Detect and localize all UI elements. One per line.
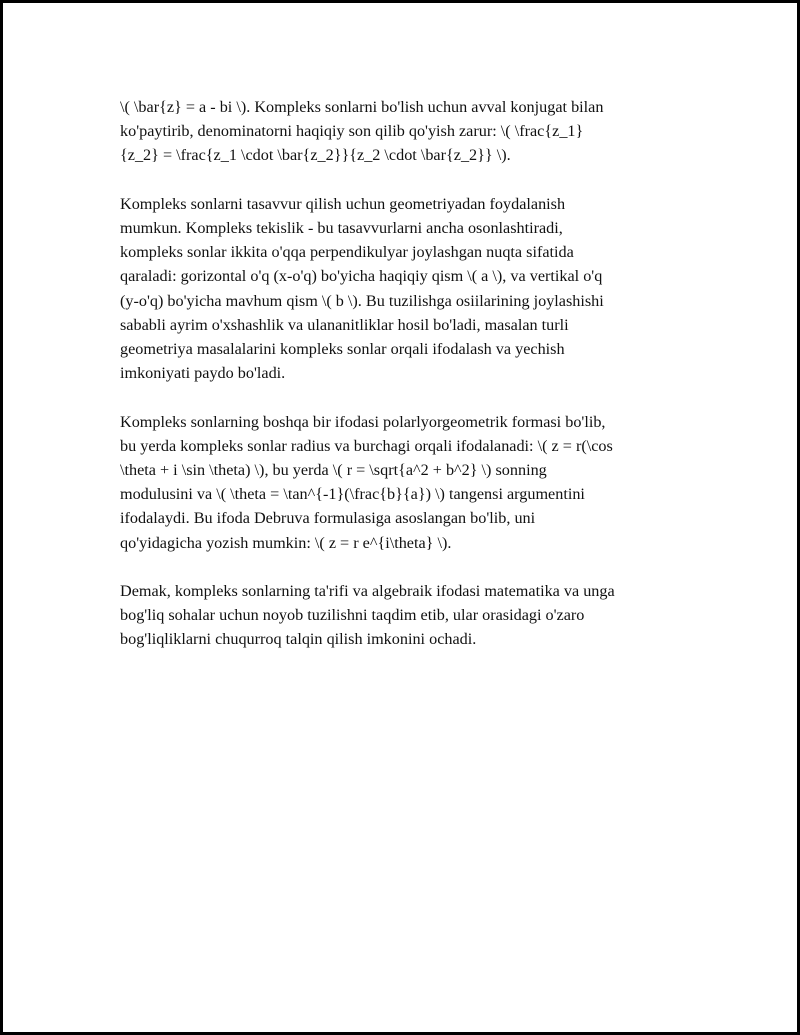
paragraph-conclusion: Demak, kompleks sonlarning ta'rifi va algebraik ifodasi matematika va unga bog'liq sohalar uchun noyob tuzilishni taqdim etib, ular orasidagi o'zaro bog'liqliklarni chuqurroq talqin qilish imkonini ochadi. <box>120 582 615 649</box>
document-body <box>120 95 700 676</box>
paragraph-complex-plane: Kompleks sonlarni tasavvur qilish uchun geometriyadan foydalanish mumkun. Kompleks tekislik - bu tasavvurlarni ancha osonlashtiradi, kompleks sonlar ikkita o'qqa perpendikulyar joylashgan nuqta sifatida qaraladi: gorizontal o'q (x-o'q) bo'yicha haqiqiy qism \( a \), va vertikal o'q (y-o'q) bo'yicha mavhum qism \( b \). Bu tuzilishga osiilarining joylashishi sababli ayrim o'xshashlik va ulananitliklar hosil bo'ladi, masalan turli geometriya masalalarini kompleks sonlar orqali ifodalash va yechish imkoniyati paydo bo'ladi. <box>120 194 604 383</box>
paragraph-conjugate-division: \( \bar{z} = a - bi \). Kompleks sonlarni bo'lish uchun avval konjugat bilan ko'paytirib, denominatorni haqiqiy son qilib qo'yish zarur: \( \frac{z_1} {z_2} = \frac{z_1 \cdot \bar{z_2}}{z_2 \cdot \bar{z_2}} \). <box>120 98 604 165</box>
paragraph-polar-form: Kompleks sonlarning boshqa bir ifodasi polarlyorgeometrik formasi bo'lib, bu yerda kompleks sonlar radius va burchagi orqali ifodalanadi: \( z = r(\cos \theta + i \sin \theta) \), bu yerda \( r = \sqrt{a^2 + b^2} \) sonning modulusini va \( \theta = \tan^{-1}(\frac{b}{a}) \) tangensi argumentini ifodalaydi. Bu ifoda Debruva formulasiga asoslangan bo'lib, uni qo'yidagicha yozish mumkin: \( z = r e^{i\theta} \). <box>120 412 613 552</box>
